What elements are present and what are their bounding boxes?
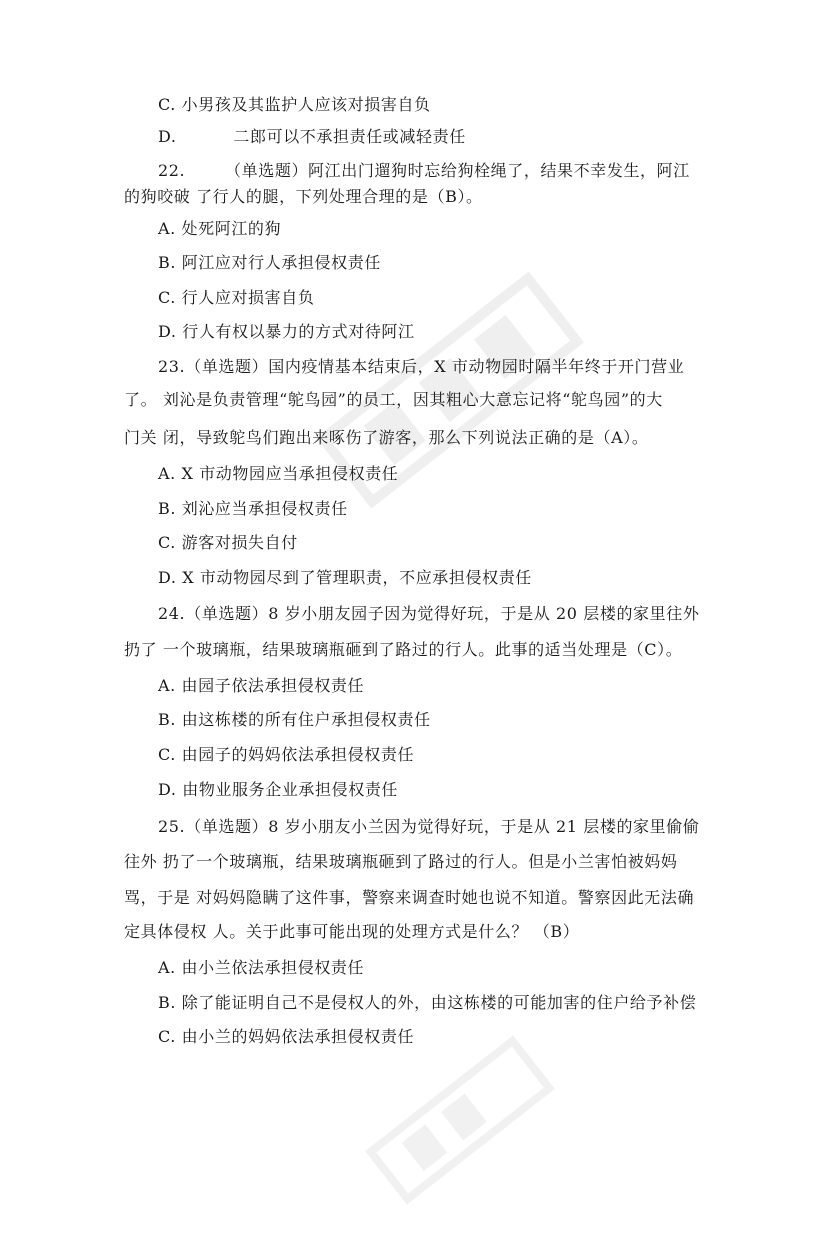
question-24-cont: 扔了 一个玻璃瓶，结果玻璃瓶砸到了路过的行人。此事的适当处理是（C）。 <box>124 640 683 659</box>
option-d-q24: D. 由物业服务企业承担侵权责任 <box>158 780 399 799</box>
option-b-q24: B. 由这栋楼的所有住户承担侵权责任 <box>158 710 431 729</box>
question-23: 23.（单选题）国内疫情基本结束后，X 市动物园时隔半年终于开门营业 <box>158 357 685 376</box>
option-c-q23: C. 游客对损失自付 <box>158 533 298 552</box>
question-25-cont-1: 往外 扔了一个玻璃瓶，结果玻璃瓶砸到了路过的行人。但是小兰害怕被妈妈 <box>124 852 678 871</box>
option-a-q22: A. 处死阿江的狗 <box>158 219 282 238</box>
question-22: 22. （单选题）阿江出门遛狗时忘给狗栓绳了，结果不幸发生，阿江 <box>158 161 690 180</box>
option-a-q23: A. X 市动物园应当承担侵权责任 <box>158 464 399 483</box>
option-b-q25: B. 除了能证明自己不是侵权人的外，由这栋楼的可能加害的住户给予补偿 <box>158 993 697 1012</box>
option-c-q24: C. 由园子的妈妈依法承担侵权责任 <box>158 745 415 764</box>
question-25-cont-2: 骂，于是 对妈妈隐瞒了这件事，警察来调查时她也说不知道。警察因此无法确 <box>124 888 695 907</box>
option-a-q24: A. 由园子依法承担侵权责任 <box>158 676 365 695</box>
question-23-cont-2: 门关 闭，导致鸵鸟们跑出来啄伤了游客，那么下列说法正确的是（A）。 <box>124 428 649 447</box>
option-d-q21: D. 二郎可以不承担责任或减轻责任 <box>158 127 466 146</box>
question-25: 25.（单选题）8 岁小朋友小兰因为觉得好玩，于是从 21 层楼的家里偷偷 <box>158 817 700 836</box>
option-d-q22: D. 行人有权以暴力的方式对待阿江 <box>158 322 415 341</box>
question-23-cont-1: 了。 刘沁是负责管理“鸵鸟园”的员工，因其粗心大意忘记将“鸵鸟园”的大 <box>124 390 663 409</box>
question-24: 24.（单选题）8 岁小朋友园子因为觉得好玩，于是从 20 层楼的家里往外 <box>158 604 700 623</box>
option-b-q23: B. 刘沁应当承担侵权责任 <box>158 499 348 518</box>
option-c-q21: C. 小男孩及其监护人应该对损害自负 <box>158 95 431 114</box>
question-22-cont: 的狗咬破 了行人的腿，下列处理合理的是（B）。 <box>124 187 483 206</box>
option-c-q22: C. 行人应对损害自负 <box>158 288 315 307</box>
option-c-q25: C. 由小兰的妈妈依法承担侵权责任 <box>158 1027 415 1046</box>
question-25-cont-3: 定具体侵权 人。关于此事可能出现的处理方式是什么？ （B） <box>124 922 580 941</box>
option-d-q23: D. X 市动物园尽到了管理职责，不应承担侵权责任 <box>158 568 532 587</box>
option-a-q25: A. 由小兰依法承担侵权责任 <box>158 958 365 977</box>
option-b-q22: B. 阿江应对行人承担侵权责任 <box>158 253 381 272</box>
